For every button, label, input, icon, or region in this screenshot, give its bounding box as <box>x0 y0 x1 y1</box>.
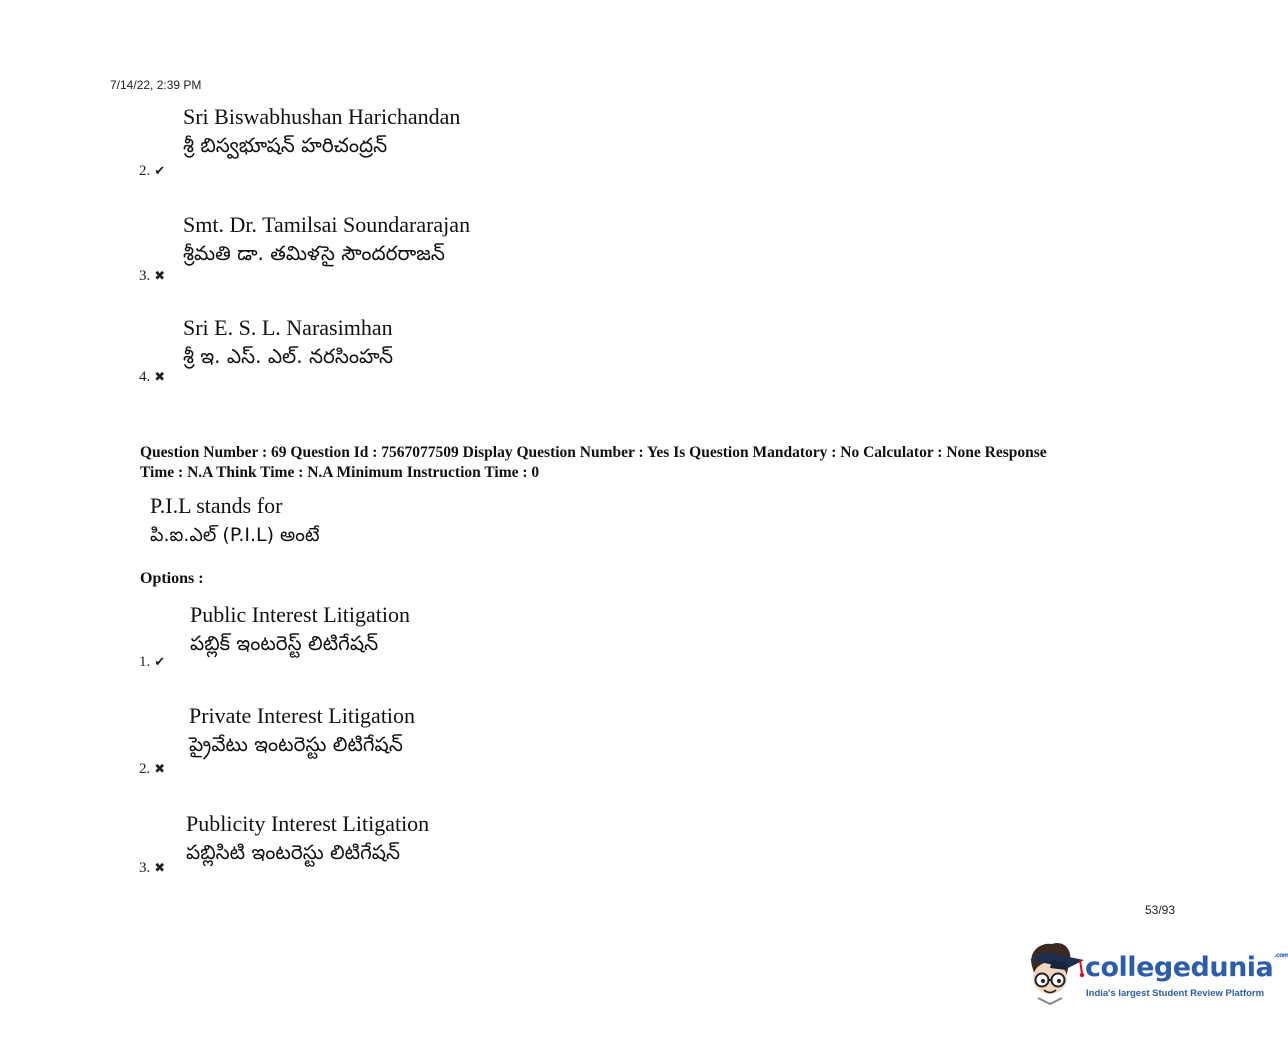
option-text-te: పబ్లిసిటి ఇంటరెస్టు లిటిగేషన్ <box>186 840 401 864</box>
option-number: 2. <box>139 761 151 777</box>
option-text-en: Private Interest Litigation <box>189 703 416 728</box>
question-text-en: P.I.L stands for <box>150 493 283 518</box>
option-marker <box>139 761 165 778</box>
option-text-te: శ్రీమతి డా. తమిళసై సౌందరరాజన్ <box>183 241 445 265</box>
option-marker <box>139 654 165 671</box>
question-text <box>150 492 320 550</box>
option-marker <box>139 860 165 877</box>
option-block <box>183 314 393 370</box>
page-number: 53/93 <box>1145 903 1176 917</box>
option-text-te: ప్రైవేటు ఇంటరెస్టు లిటిగేషన్ <box>189 732 403 756</box>
cross-icon: ✖ <box>154 269 166 284</box>
logo-wordmark <box>1085 952 1288 983</box>
option-block <box>186 810 429 866</box>
option-text-en: Smt. Dr. Tamilsai Soundararajan <box>183 212 471 237</box>
option-number: 3. <box>139 268 151 284</box>
options-label: Options : <box>140 570 204 587</box>
option-number: 3. <box>139 860 151 876</box>
option-text-en: Sri E. S. L. Narasimhan <box>183 315 393 340</box>
cross-icon: ✖ <box>154 370 166 385</box>
collegedunia-logo[interactable] <box>1022 938 1288 1010</box>
question-meta-line2: Time : N.A Think Time : N.A Minimum Instruction Time : 0 <box>140 464 540 481</box>
option-block <box>183 103 460 159</box>
option-text-te: శ్రీ ఇ. ఎస్. ఎల్. నరసింహన్ <box>183 344 394 368</box>
question-meta-line1: Question Number : 69 Question Id : 7567077509 Display Question Number : Yes Is Question Mandatory : No Calculator : None Response <box>140 444 1047 461</box>
option-number: 1. <box>139 654 151 670</box>
option-block <box>190 601 410 657</box>
check-icon: ✔ <box>154 655 166 670</box>
option-marker <box>139 369 165 386</box>
question-text-te: పి.ఐ.ఎల్ (P.I.L) అంటే <box>150 524 320 546</box>
option-number: 4. <box>139 369 151 385</box>
option-text-te: శ్రీ బిస్వభూషన్ హరిచంద్రన్ <box>183 133 388 157</box>
option-marker <box>139 268 165 285</box>
option-block <box>189 702 415 758</box>
check-icon: ✔ <box>154 164 166 179</box>
graduate-mascot-icon <box>1022 938 1086 1010</box>
logo-name: collegedunia <box>1085 952 1274 983</box>
cross-icon: ✖ <box>154 861 166 876</box>
option-text-en: Publicity Interest Litigation <box>186 811 430 836</box>
logo-suffix: .com <box>1274 952 1288 959</box>
option-marker <box>139 163 165 180</box>
option-text-en: Sri Biswabhushan Harichandan <box>183 104 461 129</box>
cross-icon: ✖ <box>154 762 166 777</box>
logo-tagline: India's largest Student Review Platform <box>1086 988 1265 999</box>
question-meta <box>140 443 1170 483</box>
option-block <box>183 211 470 267</box>
option-number: 2. <box>139 163 151 179</box>
option-text-en: Public Interest Litigation <box>190 602 410 627</box>
option-text-te: పబ్లిక్ ఇంటరెస్ట్ లిటిగేషన్ <box>190 631 379 655</box>
timestamp: 7/14/22, 2:39 PM <box>110 78 202 92</box>
